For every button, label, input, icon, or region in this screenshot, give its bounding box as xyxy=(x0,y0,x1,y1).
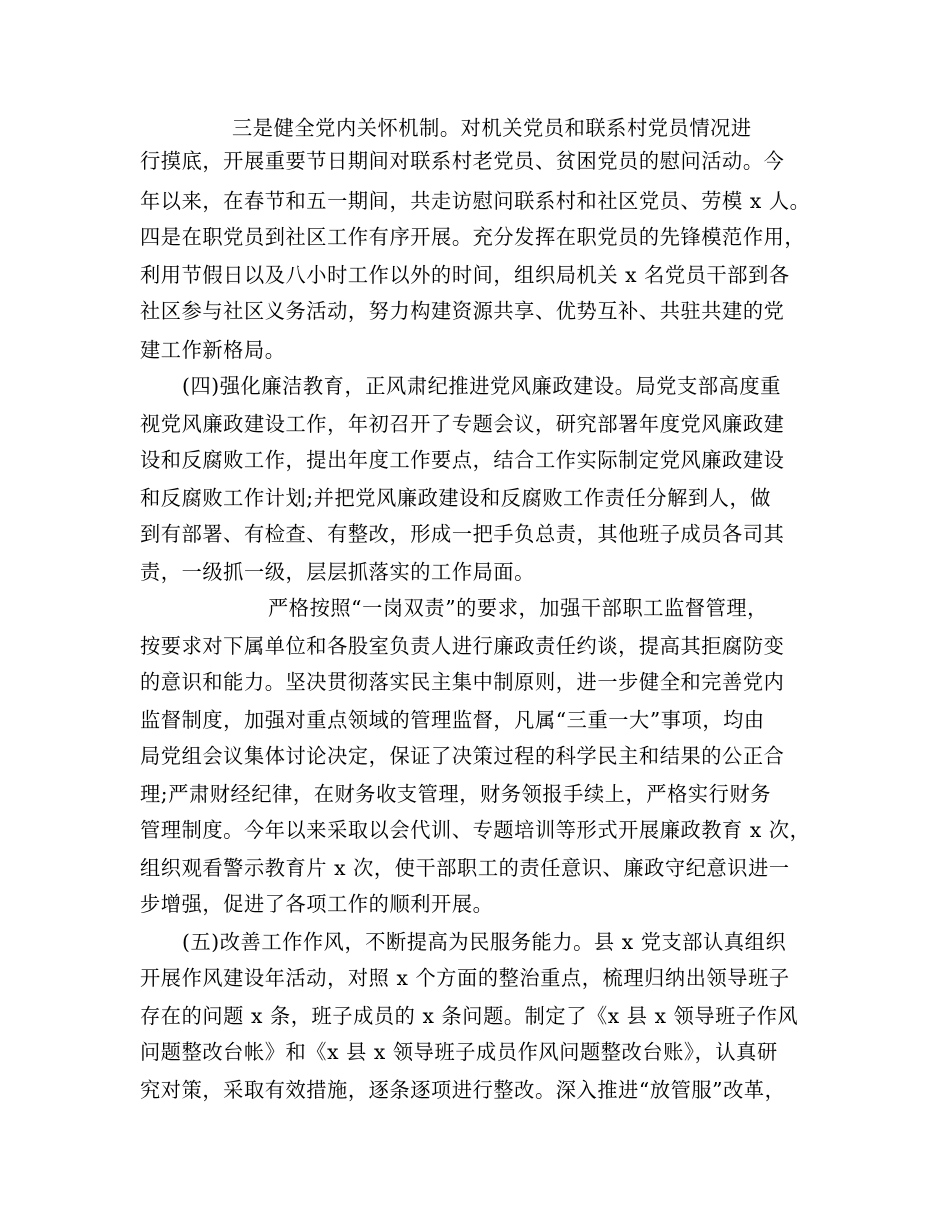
text-line: 问题整改台帐》和《x 县 x 领导班子成员作风问题整改台账》，认真研 xyxy=(140,1040,778,1064)
text-line: 社区参与社区义务活动，努力构建资源共享、优势互补、共驻共建的党 xyxy=(140,299,785,323)
text-line: 究对策，采取有效措施，逐条逐项进行整改。深入推进“放管服”改革， xyxy=(140,1078,786,1102)
text-line: 管理制度。今年以来采取以会代训、专题培训等形式开展廉政教育 x 次， xyxy=(140,818,811,842)
text-line: 步增强，促进了各项工作的顺利开展。 xyxy=(140,892,494,916)
text-line: 组织观看警示教育片 x 次，使干部职工的责任意识、廉政守纪意识进一 xyxy=(140,856,790,880)
text-line: 和反腐败工作计划;并把党风廉政建设和反腐败工作责任分解到人，做 xyxy=(140,486,772,510)
text-line: 开展作风建设年活动，对照 x 个方面的整治重点，梳理归纳出领导班子 xyxy=(140,966,790,990)
text-line: 三是健全党内关怀机制。对机关党员和联系村党员情况进 xyxy=(232,116,752,140)
text-line: 到有部署、有检查、有整改，形成一把手负总责，其他班子成员各司其 xyxy=(140,522,785,546)
text-line: 利用节假日以及八小时工作以外的时间，组织局机关 x 名党员干部到各 xyxy=(140,263,790,287)
text-line: 建工作新格局。 xyxy=(140,338,286,362)
text-line: (五)改善工作作风，不断提高为民服务能力。县 x 党支部认真组织 xyxy=(182,930,787,954)
text-line: 监督制度，加强对重点领域的管理监督，凡属“三重一大”事项，均由 xyxy=(140,708,765,732)
text-line: 按要求对下属单位和各股室负责人进行廉政责任约谈，提高其拒腐防变 xyxy=(140,634,785,658)
text-line: 存在的问题 x 条，班子成员的 x 条问题。制定了《x 县 x 领导班子作风 xyxy=(140,1004,799,1028)
text-line: 视党风廉政建设工作，年初召开了专题会议，研究部署年度党风廉政建 xyxy=(140,412,785,436)
text-line: 理;严肃财经纪律，在财务收支管理，财务领报手续上，严格实行财务 xyxy=(140,782,772,806)
text-line: 严格按照“一岗双责”的要求，加强干部职工监督管理， xyxy=(268,596,768,620)
text-line: 设和反腐败工作，提出年度工作要点，结合工作实际制定党风廉政建设 xyxy=(140,448,785,472)
text-line: 行摸底，开展重要节日期间对联系村老党员、贫困党员的慰问活动。今 xyxy=(140,149,785,173)
text-line: 责，一级抓一级，层层抓落实的工作局面。 xyxy=(140,560,535,584)
text-line: 局党组会议集体讨论决定，保证了决策过程的科学民主和结果的公正合 xyxy=(140,744,785,768)
text-line: 四是在职党员到社区工作有序开展。充分发挥在职党员的先锋模范作用， xyxy=(140,225,806,249)
text-line: (四)强化廉洁教育，正风肃纪推进党风廉政建设。局党支部高度重 xyxy=(182,374,782,398)
text-line: 年以来，在春节和五一期间，共走访慰问联系村和社区党员、劳模 x 人。 xyxy=(140,189,811,213)
text-line: 的意识和能力。坚决贯彻落实民主集中制原则，进一步健全和完善党内 xyxy=(140,670,785,694)
